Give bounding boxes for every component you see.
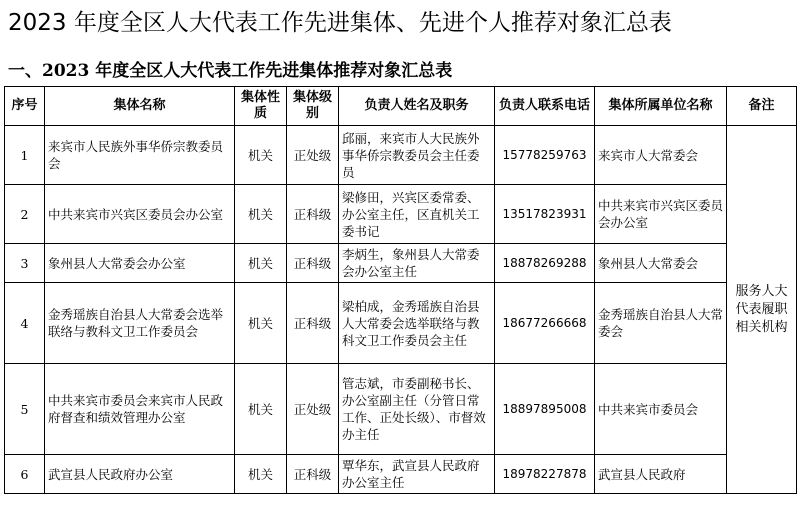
table-header-row <box>5 87 797 126</box>
section-title: 一、2023 年度全区人大代表工作先进集体推荐对象汇总表 <box>8 61 453 81</box>
header-leader: 负责人姓名及职务 <box>339 87 495 126</box>
cell-leader: 邱丽，来宾市人大民族外事华侨宗教委员会主任委员 <box>339 126 495 185</box>
header-name: 集体名称 <box>45 87 235 126</box>
header-phone: 负责人联系电话 <box>495 87 595 126</box>
cell-unit: 象州县人大常委会 <box>595 244 727 283</box>
cell-seq: 3 <box>5 244 45 283</box>
table-row <box>5 244 797 283</box>
cell-name: 武宣县人民政府办公室 <box>45 455 235 494</box>
cell-seq: 1 <box>5 126 45 185</box>
cell-note: 服务人大代表履职相关机构 <box>727 126 797 494</box>
cell-level: 正处级 <box>287 364 339 455</box>
cell-seq: 4 <box>5 283 45 364</box>
cell-leader: 管志斌，市委副秘书长、办公室副主任（分管日常工作、正处长级）、市督效办主任 <box>339 364 495 455</box>
cell-unit: 来宾市人大常委会 <box>595 126 727 185</box>
cell-leader: 梁修田，兴宾区委常委、办公室主任，区直机关工委书记 <box>339 185 495 244</box>
cell-nature: 机关 <box>235 185 287 244</box>
header-seq: 序号 <box>5 87 45 126</box>
header-note: 备注 <box>727 87 797 126</box>
table-row <box>5 126 797 185</box>
cell-level: 正处级 <box>287 126 339 185</box>
cell-phone: 15778259763 <box>495 126 595 185</box>
header-level: 集体级别 <box>287 87 339 126</box>
header-nature: 集体性质 <box>235 87 287 126</box>
cell-seq: 5 <box>5 364 45 455</box>
cell-level: 正科级 <box>287 455 339 494</box>
cell-nature: 机关 <box>235 364 287 455</box>
cell-nature: 机关 <box>235 126 287 185</box>
cell-nature: 机关 <box>235 244 287 283</box>
cell-name: 象州县人大常委会办公室 <box>45 244 235 283</box>
cell-name: 中共来宾市兴宾区委员会办公室 <box>45 185 235 244</box>
table-row <box>5 455 797 494</box>
cell-nature: 机关 <box>235 283 287 364</box>
cell-leader: 李炳生，象州县人大常委会办公室主任 <box>339 244 495 283</box>
cell-phone: 18677266668 <box>495 283 595 364</box>
cell-name: 来宾市人民族外事华侨宗教委员会 <box>45 126 235 185</box>
cell-unit: 武宣县人民政府 <box>595 455 727 494</box>
cell-unit: 中共来宾市委员会 <box>595 364 727 455</box>
recommendation-table <box>4 86 797 494</box>
cell-leader: 梁柏成，金秀瑶族自治县人大常委会选举联络与教科文卫工作委员会主任 <box>339 283 495 364</box>
cell-nature: 机关 <box>235 455 287 494</box>
table-row <box>5 185 797 244</box>
header-unit: 集体所属单位名称 <box>595 87 727 126</box>
cell-seq: 2 <box>5 185 45 244</box>
cell-level: 正科级 <box>287 283 339 364</box>
cell-name: 金秀瑶族自治县人大常委会选举联络与教科文卫工作委员会 <box>45 283 235 364</box>
page-title: 2023 年度全区人大代表工作先进集体、先进个人推荐对象汇总表 <box>8 10 672 36</box>
cell-phone: 13517823931 <box>495 185 595 244</box>
table-row <box>5 364 797 455</box>
cell-level: 正科级 <box>287 244 339 283</box>
cell-name: 中共来宾市委员会来宾市人民政府督查和绩效管理办公室 <box>45 364 235 455</box>
table-row <box>5 283 797 364</box>
cell-leader: 覃华东，武宣县人民政府办公室主任 <box>339 455 495 494</box>
cell-unit: 中共来宾市兴宾区委员会办公室 <box>595 185 727 244</box>
cell-phone: 18978227878 <box>495 455 595 494</box>
cell-seq: 6 <box>5 455 45 494</box>
cell-phone: 18878269288 <box>495 244 595 283</box>
cell-unit: 金秀瑶族自治县人大常委会 <box>595 283 727 364</box>
cell-phone: 18897895008 <box>495 364 595 455</box>
cell-level: 正科级 <box>287 185 339 244</box>
